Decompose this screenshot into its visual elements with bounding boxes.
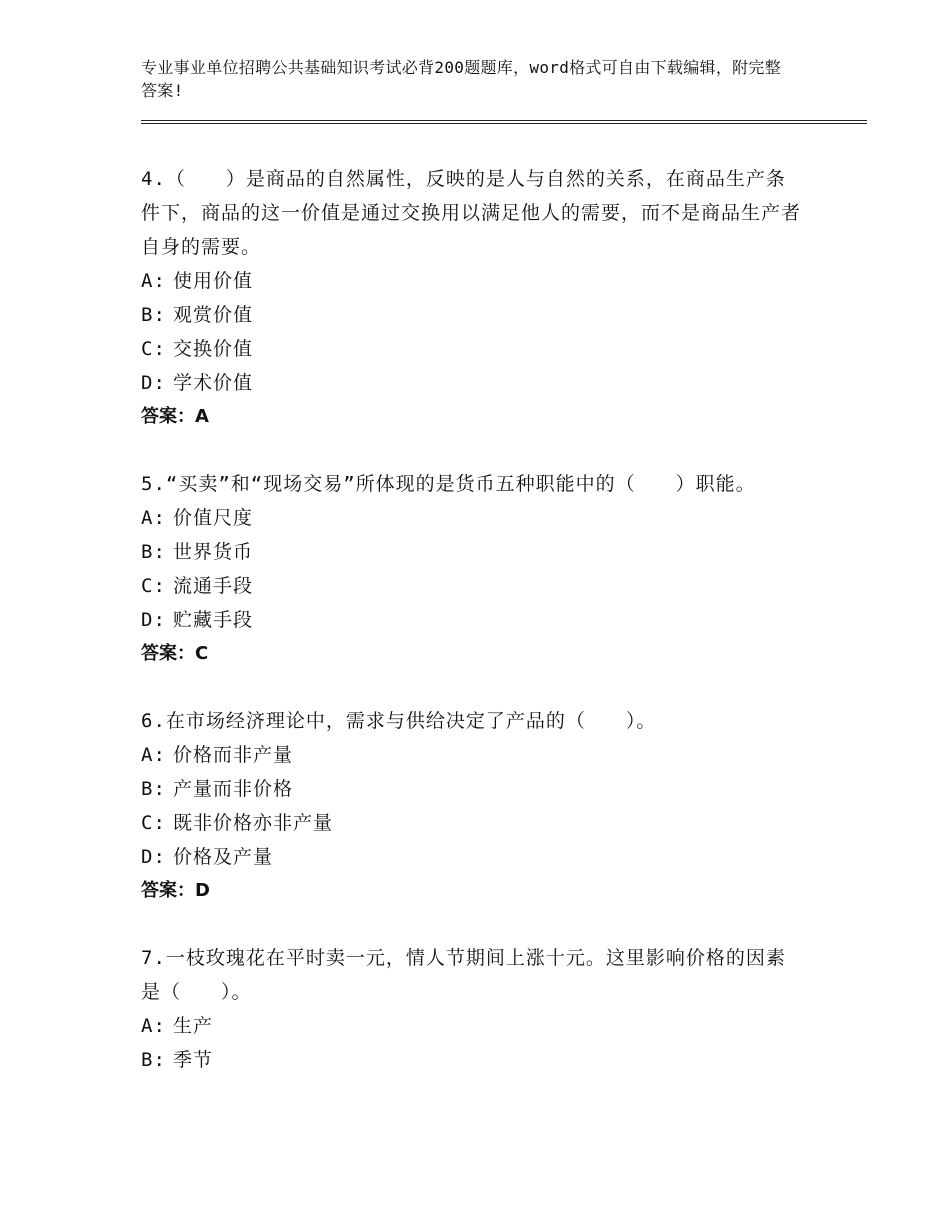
option-a bbox=[141, 501, 801, 535]
option-c bbox=[141, 806, 801, 840]
option-c bbox=[141, 569, 801, 603]
option-text: 产量而非价格 bbox=[173, 778, 294, 800]
question-list bbox=[141, 162, 801, 1110]
option-text: 学术价值 bbox=[173, 372, 254, 394]
option-text: 贮藏手段 bbox=[173, 609, 254, 631]
option-a bbox=[141, 1009, 801, 1043]
option-a bbox=[141, 264, 801, 298]
option-key: B: bbox=[141, 778, 166, 800]
question-stem: 6.在市场经济理论中，需求与供给决定了产品的（ ）。 bbox=[141, 710, 657, 732]
question-stem: 5.“买卖”和“现场交易”所体现的是货币五种职能中的（ ）职能。 bbox=[141, 473, 756, 495]
option-d bbox=[141, 840, 801, 874]
header-divider-thick bbox=[141, 123, 867, 124]
document-header: 专业事业单位招聘公共基础知识考试必背200题题库，word格式可自由下载编辑，附完整答案! bbox=[141, 58, 782, 100]
option-key: A: bbox=[141, 744, 166, 766]
option-b bbox=[141, 535, 801, 569]
option-text: 世界货币 bbox=[173, 541, 254, 563]
option-text: 交换价值 bbox=[173, 338, 254, 360]
question-6 bbox=[141, 704, 801, 908]
option-text: 流通手段 bbox=[173, 575, 254, 597]
option-key: D: bbox=[141, 609, 166, 631]
question-stem: 4.（ ）是商品的自然属性，反映的是人与自然的关系，在商品生产条件下，商品的这一价值是通过交换用以满足他人的需要，而不是商品生产者自身的需要。 bbox=[141, 168, 802, 258]
option-b bbox=[141, 772, 801, 806]
option-key: D: bbox=[141, 846, 166, 868]
question-4 bbox=[141, 162, 801, 434]
option-b bbox=[141, 1043, 801, 1077]
option-a bbox=[141, 738, 801, 772]
option-key: C: bbox=[141, 338, 166, 360]
option-text: 既非价格亦非产量 bbox=[173, 812, 334, 834]
option-text: 观赏价值 bbox=[173, 304, 254, 326]
option-text: 使用价值 bbox=[173, 270, 254, 292]
answer-line: 答案：D bbox=[141, 880, 210, 901]
option-text: 季节 bbox=[173, 1049, 214, 1071]
option-text: 价格而非产量 bbox=[173, 744, 294, 766]
option-text: 生产 bbox=[173, 1015, 214, 1037]
option-key: B: bbox=[141, 304, 166, 326]
answer-line: 答案：C bbox=[141, 643, 209, 664]
question-7 bbox=[141, 941, 801, 1077]
option-key: A: bbox=[141, 1015, 166, 1037]
option-key: C: bbox=[141, 812, 166, 834]
option-key: B: bbox=[141, 1049, 166, 1071]
option-d bbox=[141, 603, 801, 637]
option-text: 价值尺度 bbox=[173, 507, 254, 529]
answer-line: 答案：A bbox=[141, 406, 209, 427]
option-key: A: bbox=[141, 270, 166, 292]
question-5 bbox=[141, 467, 801, 671]
option-key: A: bbox=[141, 507, 166, 529]
option-text: 价格及产量 bbox=[173, 846, 274, 868]
header-divider-thin bbox=[141, 120, 867, 121]
option-key: C: bbox=[141, 575, 166, 597]
option-b bbox=[141, 298, 801, 332]
question-stem: 7.一枝玫瑰花在平时卖一元，情人节期间上涨十元。这里影响价格的因素是（ ）。 bbox=[141, 947, 786, 1003]
option-d bbox=[141, 366, 801, 400]
option-key: B: bbox=[141, 541, 166, 563]
option-c bbox=[141, 332, 801, 366]
option-key: D: bbox=[141, 372, 166, 394]
